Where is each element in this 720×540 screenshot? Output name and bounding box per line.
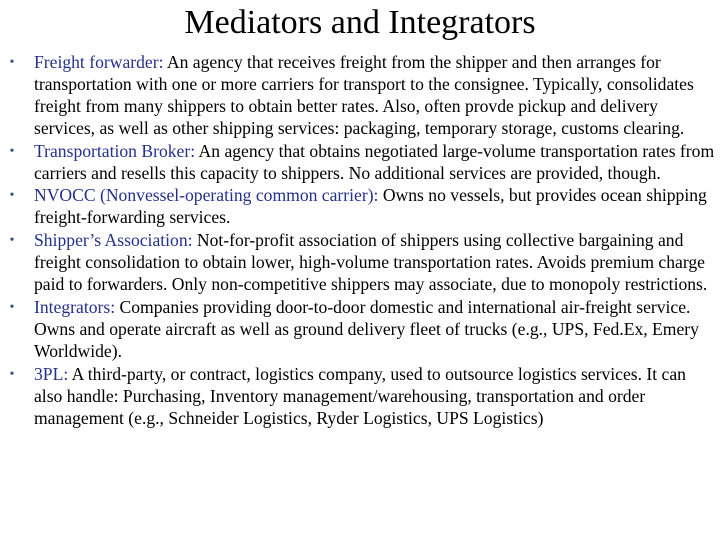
bullet-term: Integrators: bbox=[34, 296, 116, 317]
bullet-freight-forwarder bbox=[0, 52, 716, 140]
bullet-list bbox=[0, 52, 716, 430]
bullet-shippers-association bbox=[0, 230, 716, 296]
bullet-text: A third-party, or contract, logistics company, used to outsource logistics services. It can also handle: Purchasing, Inventory management/warehousing, transportation and order management (e.g., Schneider Logistics, Ryder Logistics, UPS Logistics) bbox=[34, 363, 686, 428]
bullet-3pl bbox=[0, 364, 716, 430]
bullet-icon: • bbox=[9, 366, 15, 382]
bullet-transportation-broker bbox=[0, 141, 716, 185]
slide-title: Mediators and Integrators bbox=[184, 4, 536, 41]
bullet-term: NVOCC (Nonvessel-operating common carrier): bbox=[34, 185, 379, 206]
bullet-icon: • bbox=[9, 143, 15, 159]
bullet-term: Shipper’s Association: bbox=[34, 230, 193, 251]
bullet-icon: • bbox=[9, 188, 15, 204]
bullet-text: Companies providing door-to-door domestic and international air-freight service. Owns and operate aircraft as well as ground delivery fleet of trucks (e.g., UPS, Fed.Ex, Emery Worldwide). bbox=[34, 296, 699, 361]
bullet-text: Not-for-profit association of shippers using collective bargaining and freight consolidation to obtain lower, high-volume transportation rates. Avoids premium charge paid to forwarders. Only non-competitive shippers may associate, due to monopoly restrictions. bbox=[34, 230, 708, 295]
bullet-text: Owns no vessels, but provides ocean shipping freight-forwarding services. bbox=[34, 185, 707, 228]
bullet-text: An agency that obtains negotiated large-volume transportation rates from carriers and resells this capacity to shippers. No additional services are provided, though. bbox=[34, 140, 715, 183]
bullet-icon: • bbox=[9, 233, 15, 249]
bullet-integrators bbox=[0, 297, 716, 363]
bullet-term: 3PL: bbox=[34, 363, 69, 384]
bullet-icon: • bbox=[9, 55, 15, 70]
bullet-term: Freight forwarder: bbox=[34, 52, 164, 72]
bullet-term: Transportation Broker: bbox=[34, 140, 196, 161]
bullet-icon: • bbox=[9, 299, 15, 315]
bullet-text: An agency that receives freight from the shipper and then arranges for transportation with one or more carriers for transport to the consignee. Typically, consolidates freight from many shippers to obtain better rates. Also, often provde pickup and delivery services, as well as other shipping services: packaging, temporary storage, customs clearing. bbox=[34, 52, 694, 138]
bullet-nvocc bbox=[0, 185, 716, 229]
